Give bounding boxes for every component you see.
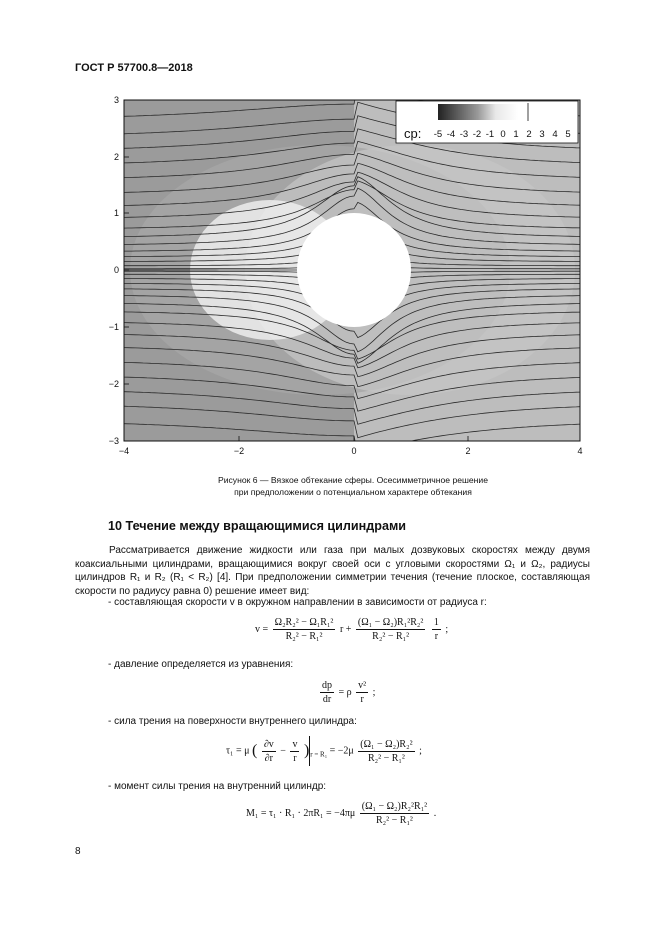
y-tick-label: 2 [113,152,119,162]
x-tick-label: 4 [577,446,583,456]
section-title: 10 Течение между вращающимися цилиндрами [108,519,407,533]
equation-friction: τ₁ = μ ( $\frac{\partial v}{\partial r}$ − $\frac{v}{r}$ )$_{r = R_1} = -2\mu$ $\frac{\text{(Ω₁ − Ω₂)R₂²}}{\text{R₂² − R₁²}}$ ; [226,736,422,766]
legend-value: -2 [472,129,482,140]
x-tick-label: −4 [118,446,130,456]
eq-term: = −2μ [329,745,354,757]
eq-fraction: $\frac{1}{r}$ [433,617,439,642]
eq-term: − [280,745,286,757]
legend-value: -5 [433,129,443,140]
list-item-moment: - момент силы трения на внутренний цилиндр: [108,781,327,792]
eq-term: = ρ [338,686,352,698]
legend-value: 4 [552,129,558,140]
eq-fraction: $\frac{\text{v²}}{r}$ [358,680,367,705]
x-tick-label: 2 [465,446,471,456]
eq-fraction: $\frac{dp}{dr}$ [322,680,332,705]
equation-velocity [255,617,448,642]
eq-fraction: $\frac{\text{Ω₂R₂² − Ω₁R₁²}}{\text{R₂² − R₁²}}$ [274,617,334,642]
page-number: 8 [75,846,81,857]
legend-value: 2 [526,129,532,140]
caption-line: Рисунок 6 — Вязкое обтекание сферы. Осесимметричное решение [217,475,489,485]
eq-fraction: $\frac{\text{(Ω₁ − Ω₂)R₂²R₁²}}{\text{R₂² − R₁²}}$ [361,801,428,826]
paragraph-text: Рассматривается движение жидкости или газа при малых дозвуковых скоростях между двумя коаксиальными цилиндрами, вращающимися вокруг своей оси с угловыми скоростями Ω₁ и Ω₂, радиусы цилиндров R₁ и R₂ (R₁ < R₂) [4]. При предположении симметрии течения (течение плоское, составляющая скорости по радиусу равна 0) решение имеет вид: [75,545,590,597]
legend-value: -1 [485,129,495,140]
y-tick-label: 0 [113,265,119,275]
eq-term: τ₁ = μ [226,745,250,757]
sphere-body [297,213,411,327]
eq-fraction: $\frac{v}{r}$ [292,738,298,764]
eq-term: v = [255,623,269,635]
eq-term: ; [445,623,449,635]
document-header: ГОСТ Р 57700.8—2018 [75,62,193,74]
list-item-pressure: - давление определяется из уравнения: [108,659,294,670]
legend-value: 5 [565,129,571,140]
legend-value: 1 [513,129,519,140]
eq-term: . [433,807,437,819]
y-tick-label: 3 [113,95,119,105]
eq-term: ; [419,745,422,757]
y-tick-label: −1 [108,322,119,332]
eq-term: M₁ = τ₁ · R₁ · 2πR₁ = −4πμ [246,807,356,819]
color-legend [396,101,578,143]
equation-moment [246,801,436,826]
list-item-friction: - сила трения на поверхности внутреннего цилиндра: [108,716,357,727]
figure-caption [120,474,586,498]
eq-term: r + [339,623,352,635]
eq-fraction: $\frac{\partial v}{\partial r}$ [263,738,274,764]
legend-value: -4 [446,129,456,140]
legend-value: 0 [500,129,506,140]
equation-pressure [318,680,375,705]
list-item-velocity: - составляющая скорости v в окружном направлении в зависимости от радиуса r: [108,597,487,608]
y-tick-label: 1 [113,208,119,218]
eq-fraction: $\frac{\text{(Ω₁ − Ω₂)R₁²R₂²}}{\text{R₂² − R₁²}}$ [357,617,424,642]
y-tick-label: −2 [108,379,119,389]
legend-title: cp: [404,126,422,141]
legend-value: 3 [539,129,545,140]
eq-fraction: $\frac{\text{(Ω₁ − Ω₂)R₂²}}{\text{R₂² − R₁²}}$ [360,738,413,764]
x-tick-label: −2 [233,446,245,456]
eq-term: ; [372,686,376,698]
x-tick-label: 0 [351,446,357,456]
eq-subscript: r = R₁ [310,750,328,759]
y-tick-label: −3 [108,436,119,446]
body-paragraph [75,544,590,598]
legend-value: -3 [459,129,469,140]
caption-line: при предположении о потенциальном характере обтекания [234,487,472,497]
